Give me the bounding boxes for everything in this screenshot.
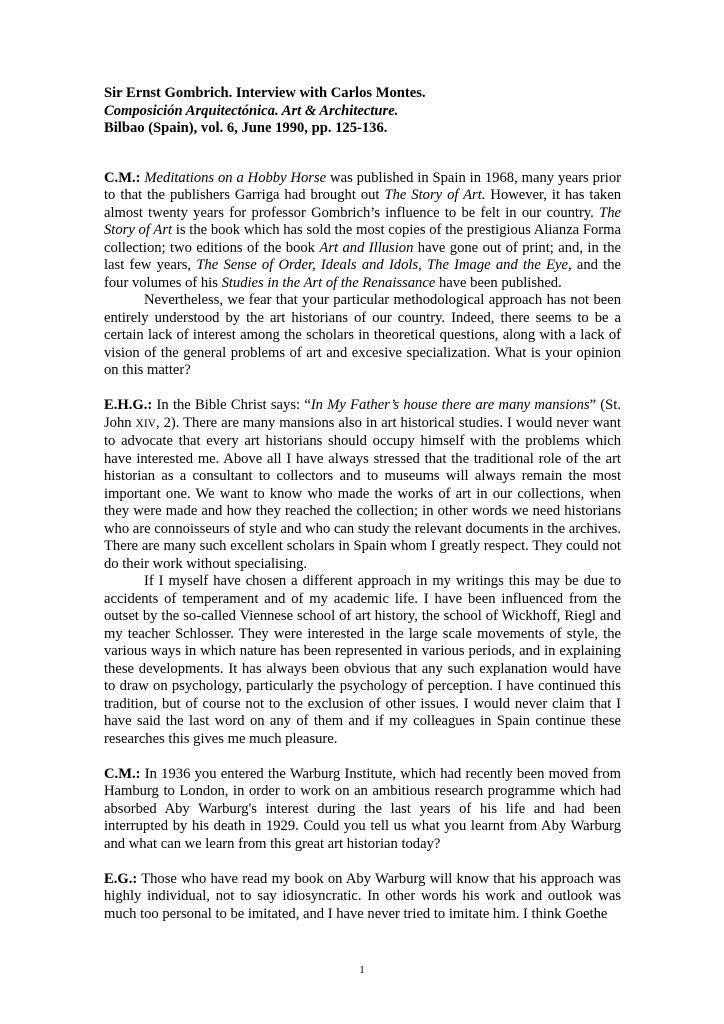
question-1-paragraph-1	[104, 170, 621, 293]
question-2-paragraph	[104, 766, 621, 854]
text-run: However, it has taken almost twenty years for professor Gombrich’s influence to be felt in our country.	[104, 187, 622, 221]
text-run: , 2). There are many mansions also in art historical studies. I would never want to advocate that every art historians should occupy himself with the problems which have interested me. Above all I have always stressed that the traditional role of the art historian as a consultant to collectors and to museums will always remain the most important one. We want to know who made the works of art in our collections, when they were made and how they reached the collection; in other words we need historians who are connoisseurs of style and who can study the relevant documents in the archives. There are many such excellent scholars in Spain whom I greatly respect. They could not do their work without specialising.	[104, 414, 622, 572]
italic-text-run: In My Father’s house there are many mansions	[310, 397, 590, 413]
speaker-label: C.M.:	[104, 169, 141, 186]
text-run: In the Bible Christ says: “	[152, 397, 311, 413]
text-run: have gone out of print; and, in the last few years,	[104, 239, 621, 273]
text-run: , and the four volumes of his	[104, 257, 621, 291]
citation-details: Bilbao (Spain), vol. 6, June 1990, pp. 125-136.	[104, 120, 388, 136]
answer-1-paragraph-2: If I myself have chosen a different approach in my writings this may be due to accidents of temperament and of my academic life. I have been influenced from the outset by the so-called Viennese school of art history, the school of Wickhoff, Riegl and my teacher Schlosser. They were interested in the large scale movements of style, the various ways in which nature has been represented in various periods, and in explaining these developments. It has always been obvious that any such explanation would have to draw on psychology, particularly the psychology of perception. I have continued this tradition, but of course not to the exclusion of other issues. I would never claim that I have said the last word on any of them and if my colleagues in Spain continue these researches this gives me much pleasure.	[104, 573, 621, 747]
italic-text-run: The Story of Art.	[384, 187, 486, 203]
text-run: is the book which has sold the most copies of the prestigious Alianza Forma collection; two editions of the book	[104, 222, 622, 256]
answer-2-text: Those who have read my book on Aby Warburg will know that his approach was highly individual, not to say idiosyncratic. In other words his work and outlook was much too personal to be imitated, and I have never tried to imitate him. I think Goethe	[104, 870, 621, 922]
question-1-text	[104, 170, 621, 291]
answer-1-text	[104, 397, 621, 572]
answer-2	[104, 871, 621, 924]
speaker-label: E.G.:	[104, 870, 138, 887]
italic-text-run: Meditations on a Hobby Horse	[144, 169, 327, 186]
italic-text-run: The Story of Art	[104, 204, 621, 238]
question-2-text: In 1936 you entered the Warburg Institute, which had recently been moved from Hamburg to London, in order to work on an ambitious research programme which had absorbed Aby Warburg's interest during the last years of his life and had been interrupted by his death in 1929. Could you tell us what you learnt from Aby Warburg and what can we learn from this great art historian today?	[104, 765, 621, 852]
italic-text-run: Art and Illusion	[319, 239, 414, 256]
text-run: was published in Spain in 1968, many years prior to that the publishers Garriga had brought out	[104, 169, 621, 203]
document-page	[104, 85, 621, 941]
small-caps-text-run: XIV	[135, 417, 156, 430]
question-1-paragraph-2: Nevertheless, we fear that your particular methodological approach has not been entirely understood by the art historians of our country. Indeed, there seems to be a certain lack of interest among the scholars in theoretical questions, along with a lack of vision of the general problems of art and excesive specialization. What is your opinion on this matter?	[104, 292, 621, 378]
speaker-label: C.M.:	[104, 765, 141, 782]
question-1	[104, 170, 621, 380]
answer-1	[104, 397, 621, 748]
citation-title: Sir Ernst Gombrich. Interview with Carlos Montes.	[104, 85, 426, 101]
citation-journal: Composición Arquitectónica. Art & Architecture.	[104, 102, 399, 119]
answer-2-paragraph	[104, 871, 621, 924]
answer-1-paragraph-1	[104, 397, 621, 573]
italic-text-run: Studies in the Art of the Renaissance	[221, 274, 436, 291]
text-run: ” (St. John	[104, 397, 621, 431]
page-number: 1	[359, 964, 365, 976]
speaker-label: E.H.G.:	[104, 397, 153, 413]
question-2	[104, 766, 621, 854]
text-run: have been published.	[435, 274, 562, 291]
citation-header	[104, 85, 621, 138]
italic-text-run: The Sense of Order, Ideals and Idols, The Image and the Eye	[196, 257, 568, 273]
